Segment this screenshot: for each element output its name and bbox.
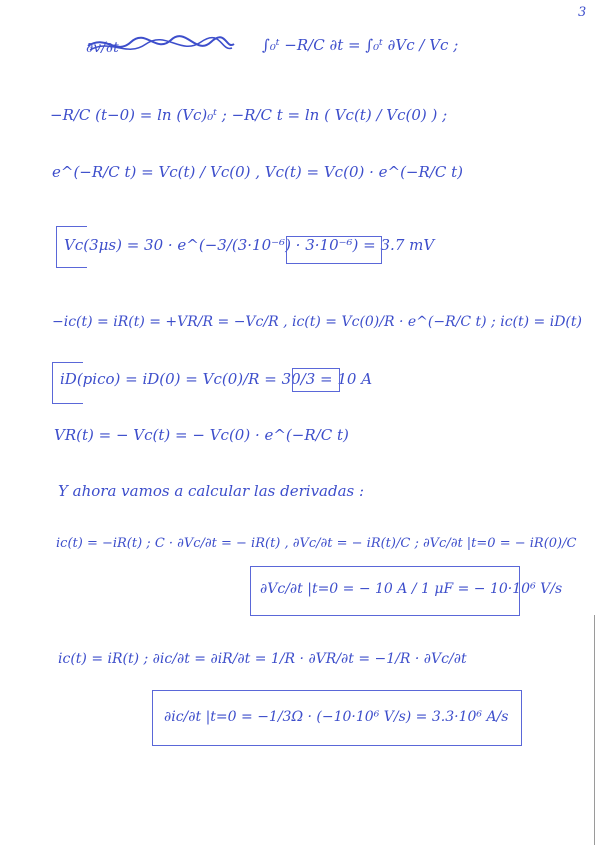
answer-box-10a — [292, 368, 340, 392]
answer-box-3-7mv — [286, 236, 382, 264]
page-edge-line — [594, 615, 595, 845]
equation-line-3: e^(−R/C t) = Vc(t) / Vc(0) , Vc(t) = Vc(0) · e^(−R/C t) — [52, 163, 463, 181]
equation-line-9: ic(t) = −iR(t) ; C · ∂Vc/∂t = − iR(t) , ∂Vc/∂t = − iR(t)/C ; ∂Vc/∂t |t=0 = − iR(0)/C — [56, 536, 577, 551]
equation-line-4: Vc(3μs) = 30 · e^(−3/(3·10⁻⁶) · 3·10⁻⁶) = 3.7 mV — [64, 236, 435, 254]
equation-line-12: ∂ic/∂t |t=0 = −1/3Ω · (−10·10⁶ V/s) = 3.3·10⁶ A/s — [164, 709, 509, 725]
page-number: 3 — [578, 5, 587, 20]
equation-line-6: iD(pico) = iD(0) = Vc(0)/R = 30/3 = 10 A — [60, 370, 373, 388]
equation-line-11: ic(t) = iR(t) ; ∂ic/∂t = ∂iR/∂t = 1/R · ∂VR/∂t = −1/R · ∂Vc/∂t — [58, 651, 467, 667]
equation-line-1: ∫₀ᵗ −R/C ∂t = ∫₀ᵗ ∂Vc / Vc ; — [262, 36, 459, 54]
equation-line-5: −ic(t) = iR(t) = +VR/R = −Vc/R , ic(t) = Vc(0)/R · e^(−R/C t) ; ic(t) = iD(t) — [52, 314, 582, 330]
equation-line-10: ∂Vc/∂t |t=0 = − 10 A / 1 μF = − 10·10⁶ V/s — [260, 581, 563, 597]
equation-line-2: −R/C (t−0) = ln (Vc)₀ᵗ ; −R/C t = ln ( Vc(t) / Vc(0) ) ; — [50, 106, 448, 124]
equation-line-8: Y ahora vamos a calcular las derivadas : — [58, 482, 365, 500]
equation-line-7: VR(t) = − Vc(t) = − Vc(0) · e^(−R/C t) — [54, 426, 349, 444]
crossed-out-scribble: ∂v/∂t — [86, 32, 236, 58]
